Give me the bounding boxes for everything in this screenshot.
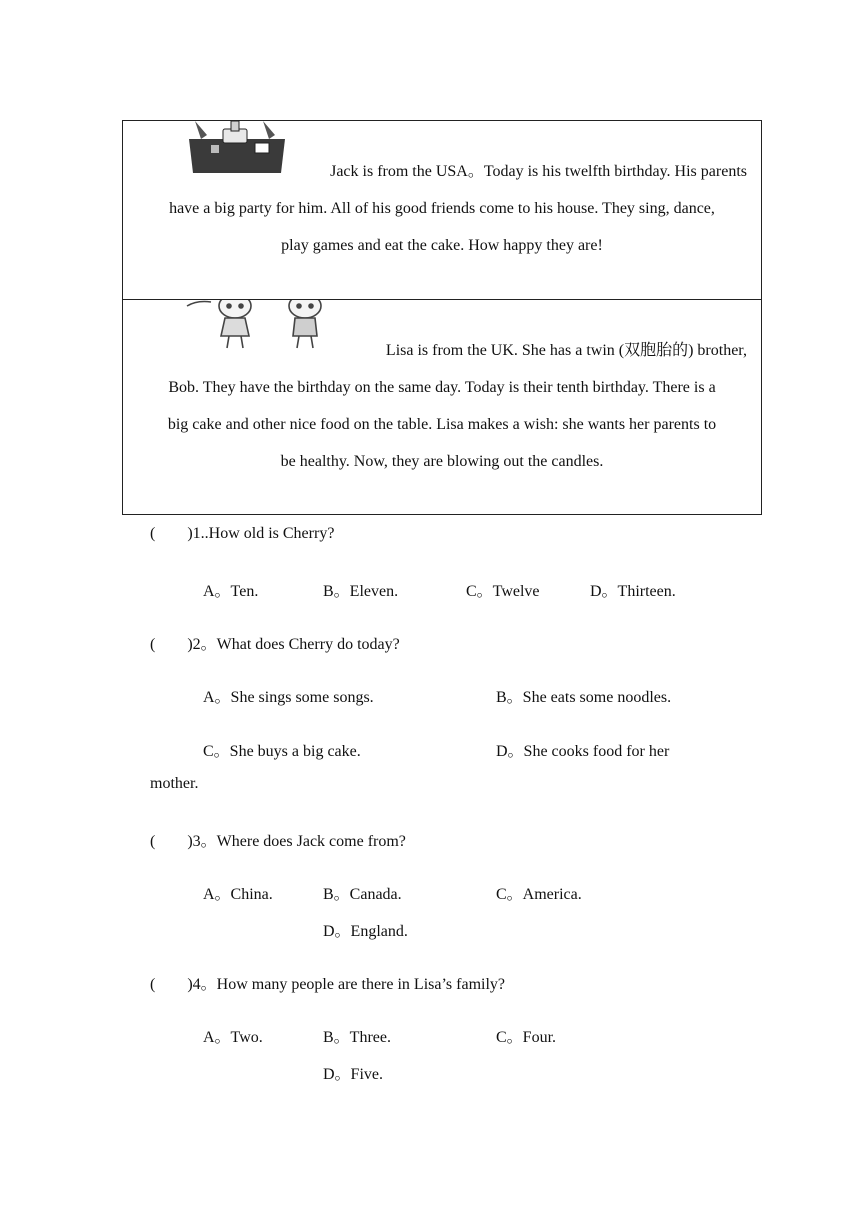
question-3-option-c: C。America. (496, 886, 582, 903)
passage-line: big cake and other nice food on the table. Lisa makes a wish: she wants her parents to (167, 416, 717, 433)
question-4-option-a: A。Two. (203, 1029, 263, 1046)
question-4-option-d: D。Five. (323, 1066, 384, 1083)
question-1-option-b: B。Eleven. (323, 583, 399, 600)
question-1-stem: ( )1..How old is Cherry? (150, 525, 335, 542)
passage-box-lisa (122, 299, 762, 515)
passage-line: play games and eat the cake. How happy they are! (281, 237, 603, 254)
question-3-option-a: A。China. (203, 886, 273, 903)
passage-line: be healthy. Now, they are blowing out the candles. (280, 453, 604, 470)
question-1-option-c: C。Twelve (466, 583, 540, 600)
question-3-option-d: D。England. (323, 923, 408, 940)
question-4-option-c: C。Four. (496, 1029, 557, 1046)
question-3-stem: ( )3。Where does Jack come from? (150, 833, 406, 850)
question-1-option-d: D。Thirteen. (590, 583, 676, 600)
passage-line: Bob. They have the birthday on the same day. Today is their tenth birthday. There is a (168, 379, 716, 396)
passage-text-lisa (137, 332, 747, 480)
question-2-option-c: C。She buys a big cake. (203, 743, 361, 760)
passage-box-jack (122, 120, 762, 300)
question-2-stem: ( )2。What does Cherry do today? (150, 636, 400, 653)
question-1-option-a: A。Ten. (203, 583, 259, 600)
question-2-option-d: D。She cooks food for her (496, 743, 670, 760)
passage-text-jack (137, 153, 747, 264)
passage-line: Jack is from the USA。Today is his twelfth birthday. His parents (330, 163, 747, 180)
question-3-option-b: B。Canada. (323, 886, 402, 903)
question-2-option-b: B。She eats some noodles. (496, 689, 672, 706)
passage-line: Lisa is from the UK. She has a twin (双胞胎的) brother, (385, 342, 747, 359)
question-2-option-d-continuation: mother. (150, 775, 199, 792)
question-4-option-b: B。Three. (323, 1029, 391, 1046)
question-4-stem: ( )4。How many people are there in Lisa’s family? (150, 976, 506, 993)
passage-line: have a big party for him. All of his good friends come to his house. They sing, dance, (169, 200, 715, 217)
question-2-option-a: A。She sings some songs. (203, 689, 374, 706)
